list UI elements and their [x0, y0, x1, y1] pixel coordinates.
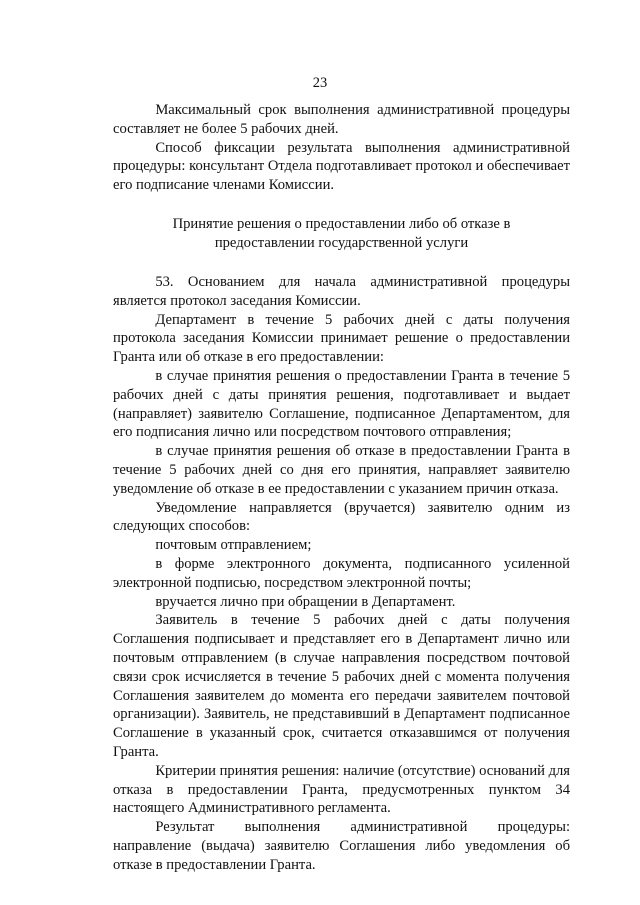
section-heading-line-1: Принятие решения о предоставлении либо об отказе в — [172, 215, 511, 232]
paragraph-max-term: Максимальный срок выполнения административной процедуры составляет не более 5 рабочих дней. — [113, 102, 570, 137]
section-heading-line-2: предоставлении государственной услуги — [214, 234, 469, 251]
paragraph-applicant-signing: Заявитель в течение 5 рабочих дней с даты получения Соглашения подписывает и представляет его в Департамент лично или почтовым отправлением (в случае направления посредством почтовой связи срок исчисляется в течение 5 рабочих дней с момента получения Соглашения заявителем до момента его передачи заявителем почтовой организации). Заявитель, не представивший в Департамент подписанное Соглашение в указанный срок, считается отказавшимся от получения Гранта. — [113, 612, 570, 760]
paragraph-fixation-method: Способ фиксации результата выполнения административной процедуры: консультант Отдела подготавливает протокол и обеспечивает его подписание членами Комиссии. — [113, 139, 570, 194]
paragraph-department-decision: Департамент в течение 5 рабочих дней с даты получения протокола заседания Комиссии принимает решение о предоставлении Гранта или об отказе в его предоставлении: — [113, 311, 570, 366]
paragraph-decision-criteria: Критерии принятия решения: наличие (отсутствие) оснований для отказа в предоставлении Гранта, предусмотренных пунктом 34 настоящего Административного регламента. — [113, 762, 571, 817]
list-item-postal: почтовым отправлением; — [155, 537, 312, 554]
list-item-electronic: в форме электронного документа, подписанного усиленной электронной подписью, посредством электронной почты; — [113, 555, 570, 591]
list-item-in-person: вручается лично при обращении в Департамент. — [155, 593, 456, 610]
paragraph-notification-methods: Уведомление направляется (вручается) заявителю одним из следующих способов: — [113, 499, 570, 535]
paragraph-grant-approval-case: в случае принятия решения о предоставлении Гранта в течение 5 рабочих дней с даты принятия решения, подготавливает и выдает (направляет) заявителю Соглашение, подписанное Департаментом, для его подписания лично или посредством почтового отправления; — [113, 367, 570, 441]
section-heading — [113, 215, 570, 253]
paragraph-procedure-result: Результат выполнения административной процедуры: направление (выдача) заявителю Соглашения либо уведомления об отказе в предоставлении Гранта. — [113, 819, 570, 873]
document-body — [113, 101, 570, 874]
page-number: 23 — [312, 75, 328, 91]
paragraph-53: 53. Основанием для начала административной процедуры является протокол заседания Комиссии. — [113, 273, 570, 309]
spacer — [113, 253, 570, 273]
paragraph-grant-refusal-case: в случае принятия решения об отказе в предоставлении Гранта в течение 5 рабочих дней со дня его принятия, направляет заявителю уведомление об отказе в ее предоставлении с указанием причин отказа. — [113, 443, 570, 497]
